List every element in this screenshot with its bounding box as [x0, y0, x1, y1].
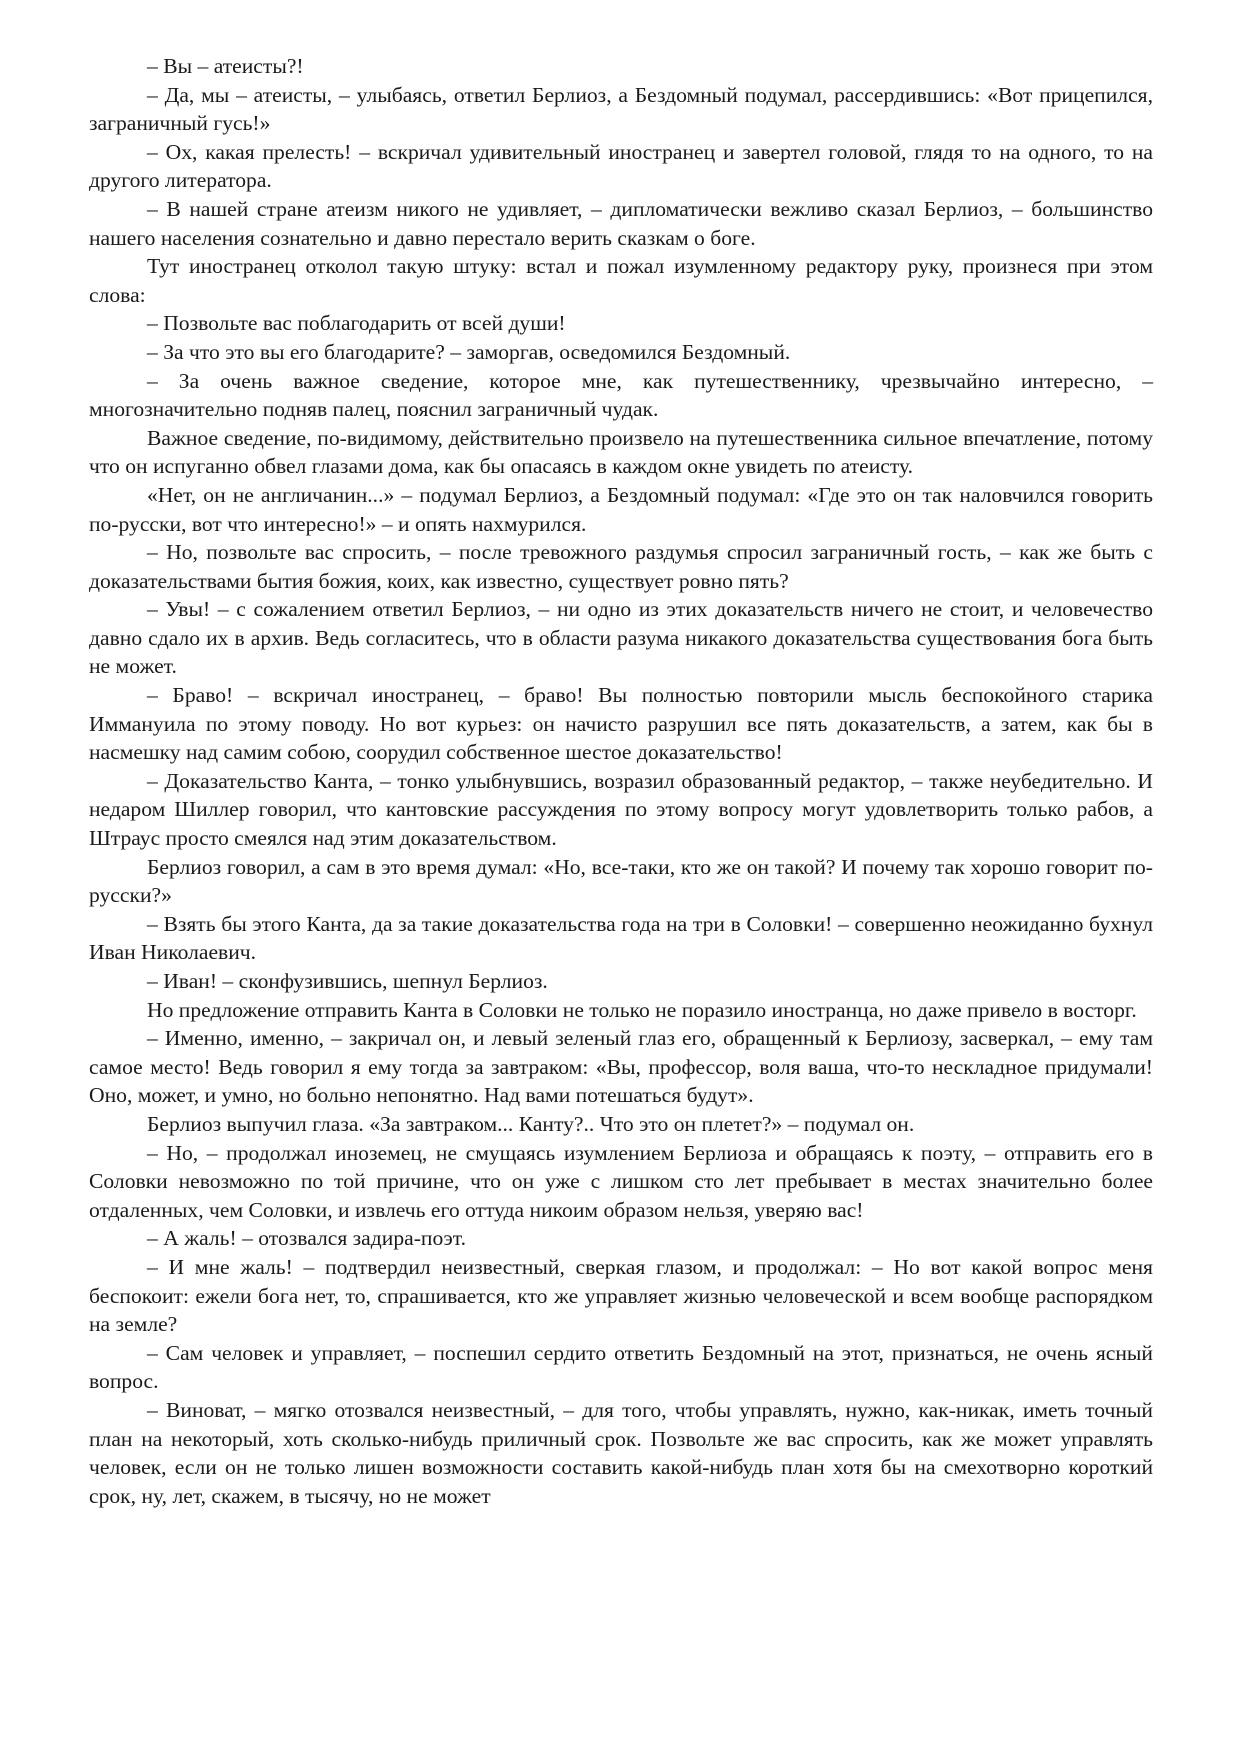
paragraph: Берлиоз говорил, а сам в это время думал: «Но, все-таки, кто же он такой? И почему так хорошо говорит по-русски?»: [89, 854, 1153, 908]
paragraph: – И мне жаль! – подтвердил неизвестный, сверкая глазом, и продолжал: – Но вот какой вопрос меня беспокоит: ежели бога нет, то, спрашивается, кто же управляет жизнью человеческой и всем вообще распорядком на земле?: [89, 1254, 1153, 1337]
paragraph: Тут иностранец отколол такую штуку: встал и пожал изумленному редактору руку, произнеся при этом слова:: [89, 254, 1153, 307]
paragraph: – За что это вы его благодарите? – заморгав, осведомился Бездомный.: [147, 339, 791, 364]
paragraph: – Браво! – вскричал иностранец, – браво! Вы полностью повторили мысль беспокойного старика Иммануила по этому поводу. Но вот курьез: он начисто разрушил все пять доказательств, а затем, как бы в насмешку над самим собою, соорудил собственное шестое доказательство!: [89, 683, 1153, 765]
paragraph: – Доказательство Канта, – тонко улыбнувшись, возразил образованный редактор, – также неубедительно. И недаром Шиллер говорил, что кантовские рассуждения по этому вопросу могут удовлетворить только рабов, а Штраус просто смеялся над этим доказательством.: [89, 768, 1153, 851]
paragraph: Но предложение отправить Канта в Соловки не только не поразило иностранца, но даже привело в восторг.: [147, 997, 1137, 1022]
paragraph: – Взять бы этого Канта, да за такие доказательства года на три в Соловки! – совершенно неожиданно бухнул Иван Николаевич.: [89, 911, 1153, 965]
paragraph: – Ох, какая прелесть! – вскричал удивительный иностранец и завертел головой, глядя то на одного, то на другого литератора.: [89, 139, 1153, 193]
paragraph: Важное сведение, по-видимому, действительно произвело на путешественника сильное впечатление, потому что он испуганно обвел глазами дома, как бы опасаясь в каждом окне увидеть по атеисту.: [89, 425, 1153, 479]
paragraph: – В нашей стране атеизм никого не удивляет, – дипломатически вежливо сказал Берлиоз, – большинство нашего населения сознательно и давно перестало верить сказкам о боге.: [89, 196, 1153, 250]
paragraph: – А жаль! – отозвался задира-поэт.: [147, 1226, 466, 1251]
paragraph: – Увы! – с сожалением ответил Берлиоз, – ни одно из этих доказательств ничего не стоит, и человечество давно сдало их в архив. Ведь согласитесь, что в области разума никакого доказательства существования бога быть не может.: [89, 597, 1153, 679]
paragraph: – Позвольте вас поблагодарить от всей души!: [147, 311, 566, 336]
paragraph: – Но, позвольте вас спросить, – после тревожного раздумья спросил заграничный гость, – как же быть с доказательствами бытия божия, коих, как известно, существует ровно пять?: [89, 540, 1153, 593]
paragraph: «Нет, он не англичанин...» – подумал Берлиоз, а Бездомный подумал: «Где это он так наловчился говорить по-русски, вот что интересно!» – и опять нахмурился.: [89, 482, 1153, 536]
paragraph: – Иван! – сконфузившись, шепнул Берлиоз.: [147, 969, 548, 993]
paragraph: – Вы – атеисты?!: [147, 54, 304, 78]
paragraph: – За очень важное сведение, которое мне, как путешественнику, чрезвычайно интересно, – многозначительно подняв палец, пояснил заграничный чудак.: [89, 368, 1153, 422]
paragraph: Берлиоз выпучил глаза. «За завтраком... Канту?.. Что это он плетет?» – подумал он.: [147, 1111, 915, 1136]
paragraph: – Виноват, – мягко отозвался неизвестный, – для того, чтобы управлять, нужно, как-никак, иметь точный план на некоторый, хоть сколько-нибудь приличный срок. Позвольте же вас спросить, как же может управлять человек, если он не только лишен возможности составить какой-нибудь план хотя бы на смехотворно короткий срок, ну, лет, скажем, в тысячу, но не может: [89, 1397, 1153, 1508]
paragraph: – Сам человек и управляет, – поспешил сердито ответить Бездомный на этот, признаться, не очень ясный вопрос.: [89, 1340, 1153, 1394]
paragraph: – Но, – продолжал иноземец, не смущаясь изумлением Берлиоза и обращаясь к поэту, – отправить его в Соловки невозможно по той причине, что он уже с лишком сто лет пребывает в местах значительно более отдаленных, чем Соловки, и извлечь его оттуда никоим образом нельзя, уверяю вас!: [89, 1140, 1153, 1222]
document-page: [89, 52, 1153, 1510]
paragraph: – Да, мы – атеисты, – улыбаясь, ответил Берлиоз, а Бездомный подумал, рассердившись: «Вот прицепился, заграничный гусь!»: [89, 82, 1153, 136]
paragraph: – Именно, именно, – закричал он, и левый зеленый глаз его, обращенный к Берлиозу, засверкал, – ему там самое место! Ведь говорил я ему тогда за завтраком: «Вы, профессор, воля ваша, что-то нескладное придумали! Оно, может, и умно, но больно непонятно. Над вами потешаться будут».: [89, 1026, 1153, 1108]
